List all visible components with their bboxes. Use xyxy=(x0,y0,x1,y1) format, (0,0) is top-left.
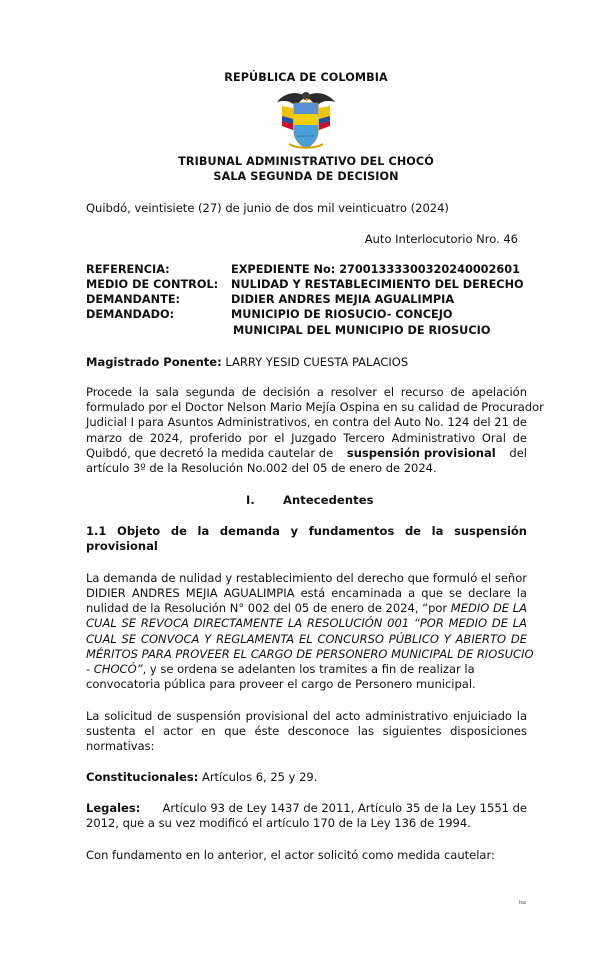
date-line: Quibdó, veintisiete (27) de junio de dos mil veinticuatro (2024) xyxy=(86,201,449,215)
body-line: sustenta el actor en que éste desconoce las siguientes disposiciones xyxy=(86,724,527,738)
body-italic: MEDIO DE LA xyxy=(450,601,527,615)
intro-line: marzo de 2024, proferido por el Juzgado Tercero Administrativo Oral de xyxy=(86,431,527,445)
subsection-heading: provisional xyxy=(86,539,158,553)
intro-line: artículo 3º de la Resolución No.002 del 05 de enero de 2024. xyxy=(86,461,437,475)
reference-value: EXPEDIENTE No: 27001333300320240002601 xyxy=(231,263,520,276)
magistrate-label: Magistrado Ponente: xyxy=(86,355,222,369)
intro-emphasis: suspensión provisional xyxy=(346,446,496,460)
body-line: MÉRITOS PARA PROVEER EL CARGO DE PERSONERO MUNICIPAL DE RIOSUCIO xyxy=(86,647,534,661)
reference-value: MUNICIPAL DEL MUNICIPIO DE RIOSUCIO xyxy=(233,324,491,337)
body-line: La demanda de nulidad y restablecimiento del derecho que formuló el señor xyxy=(86,571,527,585)
body-text: , y se ordena se adelanten los tramites a fin de realizar la xyxy=(142,662,475,676)
footer-initials: lsa xyxy=(519,900,527,906)
body-line: CUAL SE REVOCA DIRECTAMENTE LA RESOLUCIÓN 001 “POR MEDIO DE LA xyxy=(86,616,527,630)
reference-label: MEDIO DE CONTROL: xyxy=(86,278,219,291)
intro-line: formulado por el Doctor Nelson Mario Mejía Ospina en su calidad de Procurador xyxy=(86,400,544,414)
magistrate-name: LARRY YESID CUESTA PALACIOS xyxy=(225,355,409,369)
intro-line xyxy=(86,446,527,462)
constitutional-line xyxy=(86,770,527,786)
section-number: I. xyxy=(246,493,255,507)
reference-value: DIDIER ANDRES MEJIA AGUALIMPIA xyxy=(231,293,455,306)
court-heading: TRIBUNAL ADMINISTRATIVO DEL CHOCÓ xyxy=(178,155,434,168)
body-line: La solicitud de suspensión provisional del acto administrativo enjuiciado la xyxy=(86,709,527,723)
reference-label: REFERENCIA: xyxy=(86,263,170,276)
legal-line xyxy=(86,801,527,817)
magistrate-line xyxy=(86,355,408,371)
reference-value: NULIDAD Y RESTABLECIMIENTO DEL DERECHO xyxy=(231,278,524,291)
constitutional-label: Constitucionales: xyxy=(86,770,199,784)
body-line: CUAL SE CONVOCA Y REGLAMENTA EL CONCURSO PÚBLICO Y ABIERTO DE xyxy=(86,632,527,646)
reference-row xyxy=(86,293,526,309)
body-line: DIDIER ANDRES MEJIA AGUALIMPIA está encaminada a que se declare la xyxy=(86,586,527,600)
body-line: normativas: xyxy=(86,739,155,753)
intro-text: del xyxy=(509,446,527,460)
chamber-heading: SALA SEGUNDA DE DECISION xyxy=(213,170,399,183)
constitutional-text: Artículos 6, 25 y 29. xyxy=(201,770,318,784)
reference-row xyxy=(86,278,526,294)
legal-text: Artículo 93 de Ley 1437 de 2011, Artículo 35 de la Ley 1551 de xyxy=(162,801,527,815)
intro-line: Procede la sala segunda de decisión a resolver el recurso de apelación xyxy=(86,385,527,399)
reference-row xyxy=(86,308,526,324)
body-line xyxy=(86,662,527,678)
reference-label: DEMANDANTE: xyxy=(86,293,181,306)
auto-number: Auto Interlocutorio Nro. 46 xyxy=(364,232,518,246)
reference-value: MUNICIPIO DE RIOSUCIO- CONCEJO xyxy=(231,308,453,321)
reference-row xyxy=(86,324,526,340)
body-line: convocatoria pública para proveer el cargo de Personero municipal. xyxy=(86,677,476,691)
closing-line: Con fundamento en lo anterior, el actor solicitó como medida cautelar: xyxy=(86,848,495,862)
body-text: nulidad de la Resolución N° 002 del 05 de enero de 2024, “por xyxy=(86,601,448,615)
body-italic: - CHOCÓ” xyxy=(86,662,143,676)
country-heading: REPÚBLICA DE COLOMBIA xyxy=(224,71,388,84)
reference-row xyxy=(86,263,526,279)
legal-label: Legales: xyxy=(86,801,141,815)
intro-line: Judicial I para Asuntos Administrativos, en contra del Auto No. 124 del 21 de xyxy=(86,415,527,429)
section-title: Antecedentes xyxy=(283,493,374,507)
body-line xyxy=(86,601,527,617)
reference-label: DEMANDADO: xyxy=(86,308,175,321)
intro-text: Quibdó, que decretó la medida cautelar de xyxy=(86,446,334,460)
legal-line: 2012, que a su vez modificó el artículo 170 de la Ley 136 de 1994. xyxy=(86,816,471,830)
subsection-heading: 1.1 Objeto de la demanda y fundamentos de la suspensión xyxy=(86,524,527,538)
coat-of-arms-icon xyxy=(273,86,339,152)
